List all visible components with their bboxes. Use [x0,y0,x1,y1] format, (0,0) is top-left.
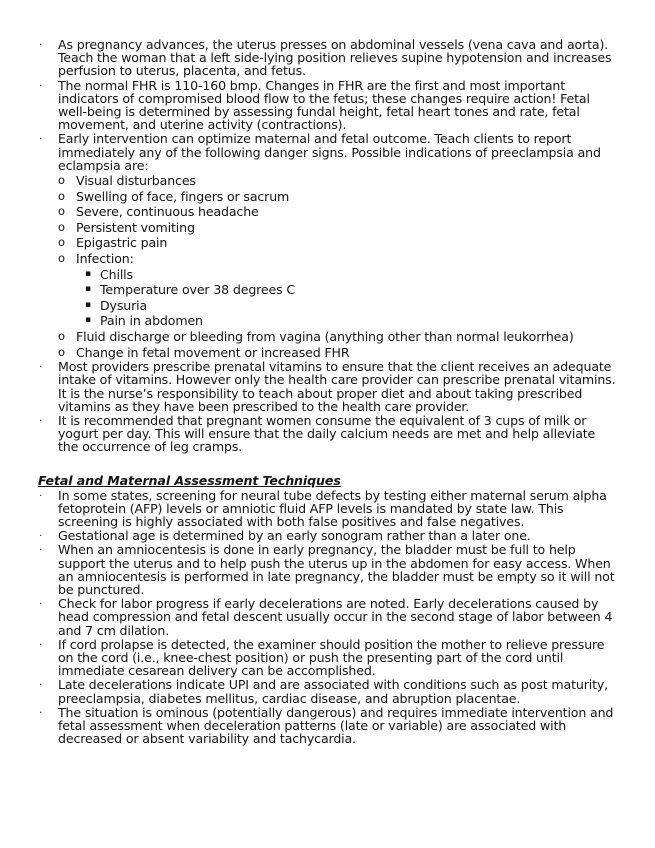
sub-list-item: o Fluid discharge or bleeding from vagina (anything other than normal leukorrhea) [38,329,618,345]
list-item: · Gestational age is determined by an early sonogram rather than a later one. [38,529,618,542]
section-heading: Fetal and Maternal Assessment Techniques [38,472,341,488]
list-item: · As pregnancy advances, the uterus presses on abdominal vessels (vena cava and aorta). Teach the woman that a left side-lying position relieves supine hypotension and increases perfusion to uterus, placenta, and fetus. [38,38,618,78]
sub-list-item: o Severe, continuous headache [38,204,618,220]
sub-sub-list-item: ▪ Chills [38,267,618,283]
sub-list-item: o Infection: [38,251,618,267]
list-item: · The situation is ominous (potentially dangerous) and requires immediate intervention and fetal assessment when deceleration patterns (late or variable) are associated with decreased or absent variability and tachycardia. [38,706,618,746]
list-item [38,132,618,172]
sub-list-item: o Persistent vomiting [38,220,618,236]
list-item: · In some states, screening for neural tube defects by testing either maternal serum alpha fetoprotein (AFP) levels or amniotic fluid AFP levels is mandated by state law. This screening is highly associated with both false positives and false negatives. [38,489,618,529]
list-item: · The normal FHR is 110-160 bmp. Changes in FHR are the first and most important indicators of compromised blood flow to the fetus; these changes require action! Fetal well-being is determined by assessing fundal height, fetal heart tones and rate, fetal movement, and uterine activity (contractions). [38,79,618,132]
sub-sub-list-item: ▪ Pain in abdomen [38,313,618,329]
list-item: · If cord prolapse is detected, the examiner should position the mother to relieve pressure on the cord (i.e., knee-chest position) or push the presenting part of the cord until immediate cesarean delivery can be accomplished. [38,638,618,678]
more-signs-list [38,329,618,360]
sub-list-item: o Epigastric pain [38,235,618,251]
infection-signs-list [38,267,618,329]
sub-list-item: o Visual disturbances [38,173,618,189]
list-item: · Most providers prescribe prenatal vitamins to ensure that the client receives an adequate intake of vitamins. However only the health care provider can prescribe prenatal vitamins. It is the nurse’s responsibility to teach about proper diet and about taking prescribed vitamins as they have been prescribed to the health care provider. [38,360,618,413]
danger-signs-list [38,173,618,267]
bullet-list-after [38,360,618,453]
list-item-text: Early intervention can optimize maternal and fetal outcome. Teach clients to report immediately any of the following danger signs. Possible indications of preeclampsia and eclampsia are: [58,131,601,173]
assessment-list [38,489,618,746]
sub-sub-list-item: ▪ Dysuria [38,298,618,314]
sub-sub-list-item: ▪ Temperature over 38 degrees C [38,282,618,298]
sub-list-item: o Swelling of face, fingers or sacrum [38,189,618,205]
list-item: · When an amniocentesis is done in early pregnancy, the bladder must be full to help support the uterus and to help push the uterus up in the abdomen for easy access. When an amniocentesis is performed in late pregnancy, the bladder must be empty so it will not be punctured. [38,543,618,596]
document-page [38,38,618,746]
list-item: · It is recommended that pregnant women consume the equivalent of 3 cups of milk or yogurt per day. This will ensure that the daily calcium needs are met and help alleviate the occurrence of leg cramps. [38,414,618,454]
bullet-list-top [38,38,618,172]
sub-list-item: o Change in fetal movement or increased FHR [38,345,618,361]
list-item: · Late decelerations indicate UPI and are associated with conditions such as post maturity, preeclampsia, diabetes mellitus, cardiac disease, and abruption placentae. [38,678,618,704]
list-item: · Check for labor progress if early decelerations are noted. Early decelerations caused by head compression and fetal descent usually occur in the second stage of labor between 4 and 7 cm dilation. [38,597,618,637]
